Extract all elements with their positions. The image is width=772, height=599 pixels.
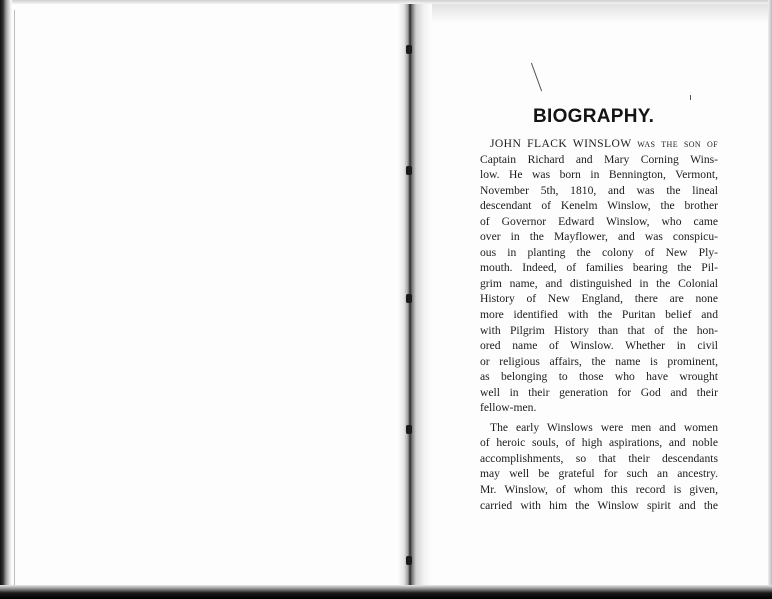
scan-edge-top [0,0,772,4]
text-line: November 5th, 1810, and was the lineal [480,183,718,197]
text-line: grim name, and distinguished in the Colonial [480,276,718,290]
text-line: History of New England, there are none [480,292,718,306]
text-line: well in their generation for God and their [480,385,718,399]
text-line: over in the Mayflower, and was conspicu- [480,230,718,244]
text-line: mouth. Indeed, of families bearing the Pil- [480,261,718,275]
binding-stitch [406,425,412,434]
scan-speck [690,95,691,100]
text-line: of Governor Edward Winslow, who came [480,214,718,228]
biography-text [480,136,718,513]
text-line: ous in planting the colony of New Ply- [480,245,718,259]
text-line: of heroic souls, of high aspirations, and noble [480,436,718,450]
text-line: descendant of Kenelm Winslow, the brother [480,199,718,213]
left-page-blank [14,8,398,585]
text-line: with Pilgrim History than that of the hon- [480,323,718,337]
text-line: or religious affairs, the name is prominent, [480,354,718,368]
text-line: more identified with the Puritan belief and [480,308,718,322]
scan-edge-right [768,0,772,599]
binding-stitch [406,45,412,54]
text-line: ored name of Winslow. Whether in civil [480,339,718,353]
text-line: carried with him the Winslow spirit and the [480,498,718,512]
text-line: low. He was born in Bennington, Vermont, [480,168,718,182]
text-line: fellow-men. [480,401,537,415]
text-line: may well be grateful for such an ancestry. [480,467,718,481]
text-line: Captain Richard and Mary Corning Wins- [480,152,718,166]
page-edge-line [14,10,15,585]
binding-stitch [406,166,412,175]
page-title: BIOGRAPHY. [533,106,655,127]
text-line: as belonging to those who have wrought [480,370,718,384]
text-line: JOHN FLACK WINSLOW was the son of [490,137,718,150]
scan-edge-left [0,0,12,599]
text-line: The early Winslows were men and women [490,420,718,434]
book-gutter [398,0,432,585]
binding-stitch [406,294,412,303]
binding-stitch [406,556,412,565]
scan-edge-bottom [0,585,772,599]
text-line: accomplishments, so that their descendants [480,451,718,465]
text-line: Mr. Winslow, of whom this record is given, [480,483,718,497]
